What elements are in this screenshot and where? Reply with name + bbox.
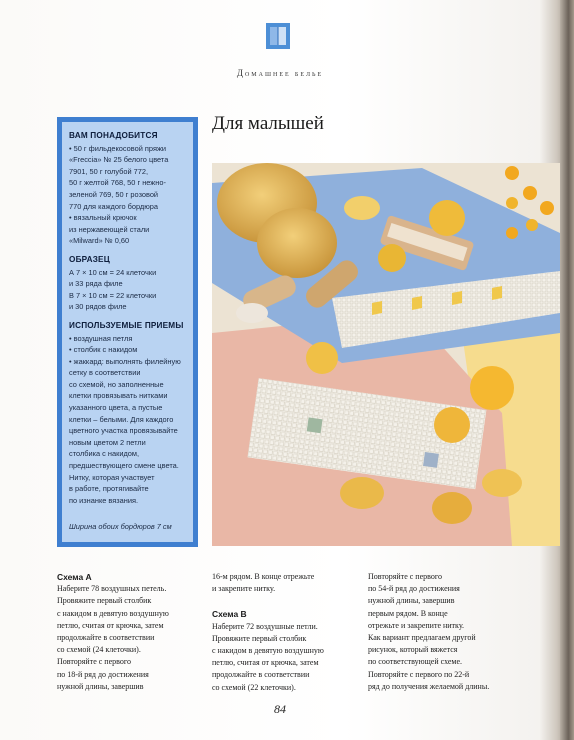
page-title: Для малышей [212,113,324,134]
materials-section [69,130,187,247]
techniques-heading: ИСПОЛЬЗУЕМЫЕ ПРИЕМЫ [69,320,184,330]
sample-line: и 33 ряда филе [69,279,123,289]
techniques-line: клетки – белыми. Для каждого [69,414,174,424]
text-line: с накидом в девятую воздушную [57,608,169,618]
text-line: продолжайте в соответствии [212,670,310,680]
scheme-b-heading: Схема В [212,609,247,620]
sample-line: В 7 × 10 см = 22 клеточки [69,290,157,300]
materials-line: 50 г желтой 768, 50 г нежно- [69,178,166,188]
section-header: Домашнее белье [236,68,324,78]
text-line: Как вариант предлагаем другой [368,633,476,643]
materials-line: «Milward» № 0,60 [69,236,130,246]
column-scheme-b [212,571,347,694]
text-line: Провяжите первый столбик [212,633,307,643]
techniques-line: в работе, протягивайте [69,484,149,494]
book-icon [266,23,290,49]
techniques-section [69,320,187,507]
techniques-line: сетку в соответствии [69,368,141,378]
text-line: петлю, считая от крючка, затем [57,620,164,630]
book-spine [560,0,574,740]
materials-line: зеленой 769, 50 г розовой [69,189,159,199]
techniques-line: • жаккард: выполнять филейную [69,356,181,366]
text-line: с накидом в девятую воздушную [212,646,324,656]
techniques-line: • воздушная петля [69,333,133,343]
techniques-line: цветного участка провязывайте [69,426,178,436]
materials-line: «Freccia» № 25 белого цвета [69,155,169,165]
text-line: по соответствующей схеме. [368,657,463,667]
materials-heading: ВАМ ПОНАДОБИТСЯ [69,131,158,140]
sample-heading: ОБРАЗЕЦ [69,254,110,264]
materials-line: 770 для каждого бордюра [69,201,158,211]
techniques-line: Нитку, которая участвует [69,472,155,482]
towels-photo [212,163,560,546]
text-line: Повторяйте с первого [57,657,131,667]
text-line: и закрепите нитку. [212,584,276,594]
text-line: Повторяйте с первого [368,572,442,581]
techniques-line: указанного цвета, а пустые [69,403,163,413]
text-line: Провяжите первый столбик [57,596,152,606]
text-line: ряд до получения желаемой длины. [368,681,490,691]
text-line: рисунок, который вяжется [368,645,458,655]
text-line: по 54-й ряд до достижения [368,584,460,594]
materials-line: • вязальный крючок [69,213,137,223]
techniques-line: предшествующего смене цвета. [69,461,179,471]
materials-line: • 50 г фильдекосовой пряжи [69,143,167,153]
towels-photo-drawing [212,163,560,546]
sample-line: и 30 рядов филе [69,302,127,312]
techniques-line: новым цветом 2 петли [69,437,146,447]
border-width-note: Ширина обоих бордюров 7 см [69,522,172,532]
text-line: Наберите 72 воздушные петли. [212,621,318,631]
materials-line: из нержавеющей стали [69,224,150,234]
page-number: 84 [274,702,286,716]
sample-line: А 7 × 10 см = 24 клеточки [69,267,157,277]
techniques-line: по изнанке вязания. [69,495,139,505]
text-line: по 18-й ряд до достижения [57,669,149,679]
text-line: нужной длины, завершив [368,596,455,606]
text-line: нужной длины, завершив [57,681,144,691]
techniques-line: • столбик с накидом [69,345,138,355]
text-line: первым рядом. В конце [368,608,448,618]
text-line: петлю, считая от крючка, затем [212,658,319,668]
text-line: продолжайте в соответствии [57,633,155,643]
text-line: Наберите 78 воздушных петель. [57,584,167,594]
techniques-line: клетки провязывать нитками [69,391,168,401]
materials-line: 7901, 50 г голубой 772, [69,166,149,176]
column-scheme-a [57,571,192,693]
text-line: отрежьте и закрепите нитку. [368,620,465,630]
text-line: со схемой (22 клеточки). [212,682,296,692]
materials-box [57,117,198,547]
scheme-a-heading: Схема А [57,572,92,582]
text-line: 16-м рядом. В конце отрежьте [212,572,315,581]
techniques-line: со схемой, но заполненные [69,379,164,389]
column-continuation [368,571,503,693]
text-line: Повторяйте с первого по 22-й [368,669,470,679]
sample-section [69,254,187,313]
techniques-line: столбика с накидом, [69,449,140,459]
text-line: со схемой (24 клеточки). [57,645,141,655]
